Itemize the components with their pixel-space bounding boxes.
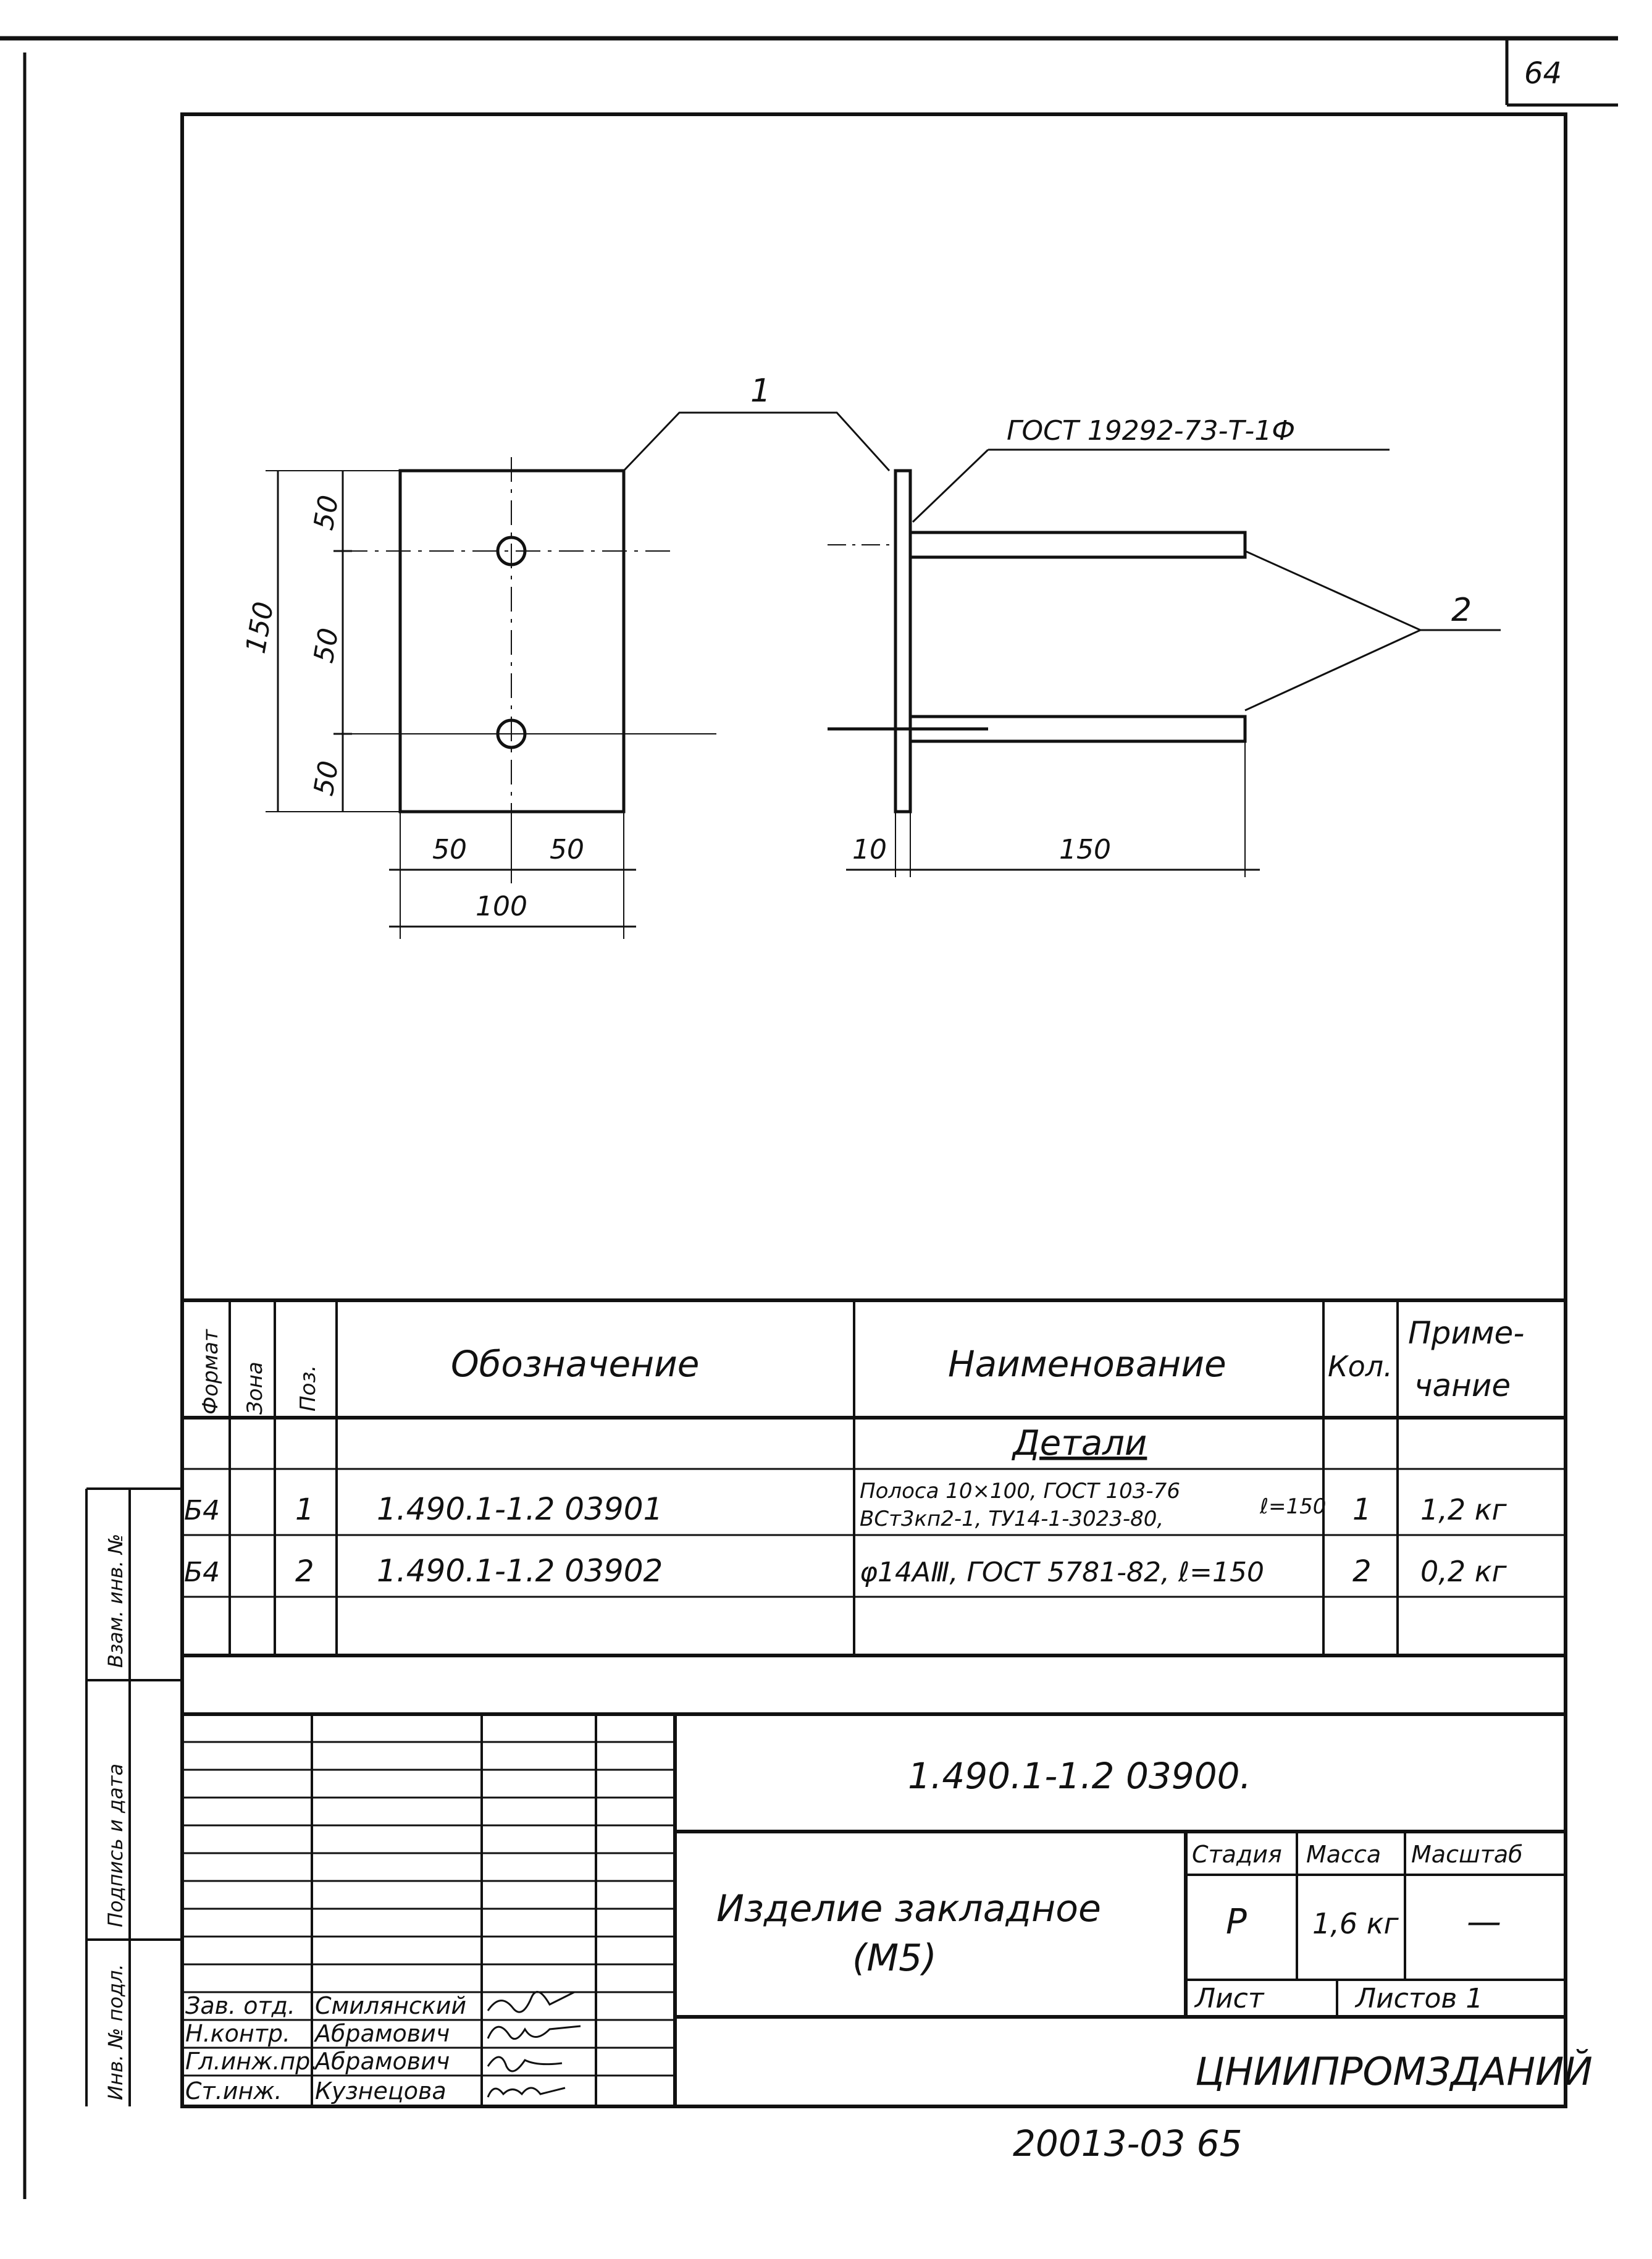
row1-qty: 1 (1352, 1492, 1372, 1527)
sig-name-3: Абрамович (315, 2048, 450, 2075)
section-title: Детали (1013, 1423, 1147, 1463)
dim-bottom-total-100: 100 (476, 891, 527, 922)
header-note-line2: чание (1414, 1368, 1511, 1403)
vertical-dimensions (240, 471, 400, 812)
header-zone: Зона (243, 1361, 267, 1415)
row2-designation: 1.490.1-1.2 03902 (377, 1553, 663, 1589)
stamp-cell1: Взам. инв. № (104, 1533, 127, 1668)
row1-designation: 1.490.1-1.2 03901 (377, 1491, 663, 1527)
front-view (343, 457, 716, 828)
dim-height-total: 150 (240, 599, 280, 656)
sheets-label: Листов 1 (1356, 1983, 1483, 2014)
row2-name: φ14АⅢ, ГОСТ 5781-82, ℓ=150 (860, 1557, 1264, 1588)
row2-qty: 2 (1352, 1554, 1372, 1589)
row1-format: Б4 (184, 1495, 220, 1526)
stage-label: Стадия (1192, 1841, 1282, 1868)
header-format: Формат (198, 1329, 223, 1415)
sig-role-4: Ст.инж. (185, 2077, 282, 2105)
signature-scribble-3 (488, 2057, 562, 2071)
sig-name-1: Смилянский (315, 1992, 467, 2019)
dim-height-bottom: 50 (308, 758, 345, 798)
sig-role-3: Гл.инж.пр. (185, 2048, 318, 2075)
inner-frame (182, 114, 1566, 2106)
doc-code: 1.490.1-1.2 03900. (908, 1755, 1251, 1797)
mass-label: Масса (1306, 1841, 1382, 1868)
title-block (182, 1714, 1593, 2106)
sheet-number: 64 (1524, 56, 1562, 91)
spec-table (182, 1300, 1566, 1655)
side-plate (895, 471, 910, 812)
header-qty: Кол. (1328, 1350, 1393, 1383)
side-stamp (86, 1489, 182, 2106)
sig-name-2: Абрамович (315, 2020, 450, 2047)
signature-scribble-4 (488, 2088, 565, 2097)
scale-value: — (1467, 1902, 1501, 1942)
stage-value: Р (1226, 1902, 1247, 1942)
horizontal-dimensions (389, 812, 636, 939)
weld-standard-callout: ГОСТ 19292-73-Т-1Ф (1007, 415, 1296, 447)
dim-height-mid: 50 (308, 625, 345, 665)
header-pos: Поз. (296, 1365, 321, 1411)
sig-name-4: Кузнецова (315, 2077, 447, 2105)
dim-bottom-right-50: 50 (550, 834, 584, 865)
header-designation: Обозначение (451, 1343, 700, 1385)
weld-leader (913, 450, 988, 522)
dim-bar-length: 150 (1059, 834, 1111, 865)
mass-value: 1,6 кг (1312, 1907, 1399, 1940)
row2-pos: 2 (295, 1554, 314, 1589)
row2-note: 0,2 кг (1420, 1555, 1507, 1588)
row1-name-suffix: ℓ=150 (1260, 1494, 1327, 1519)
title-line2: (М5) (852, 1937, 937, 1980)
sig-role-1: Зав. отд. (185, 1992, 295, 2019)
row1-name-line1: Полоса 10×100, ГОСТ 103-76 (860, 1479, 1180, 1504)
dim-height-top: 50 (308, 492, 345, 532)
row1-note: 1,2 кг (1420, 1493, 1507, 1526)
pos2-label: 2 (1451, 592, 1472, 629)
sig-role-2: Н.контр. (185, 2020, 291, 2047)
header-name: Наименование (948, 1343, 1226, 1385)
row1-pos: 1 (295, 1492, 314, 1527)
scale-label: Масштаб (1411, 1841, 1523, 1868)
dim-bottom-left-50: 50 (432, 834, 467, 865)
sheet-label: Лист (1195, 1983, 1264, 2014)
stamp-cell3: Инв. № подл. (104, 1964, 127, 2100)
pos1-leader (624, 413, 889, 471)
dim-plate-thickness: 10 (852, 834, 887, 865)
row2-format: Б4 (184, 1557, 220, 1588)
side-view (624, 372, 1501, 877)
pos1-label: 1 (750, 372, 771, 410)
signature-scribble-1 (488, 1992, 574, 2013)
header-note-line1: Приме- (1408, 1315, 1525, 1351)
organization: ЦНИИПРОМЗДАНИЙ (1195, 2049, 1593, 2094)
pos2-leader (1245, 551, 1420, 710)
title-line1: Изделие закладное (716, 1887, 1101, 1930)
archive-number: 20013-03 65 (1013, 2122, 1243, 2164)
row1-name-line2: ВСт3кп2-1, ТУ14-1-3023-80, (860, 1507, 1164, 1531)
stamp-cell2: Подпись и дата (104, 1763, 127, 1927)
bar-top (910, 532, 1245, 557)
signature-scribble-2 (488, 2026, 581, 2039)
